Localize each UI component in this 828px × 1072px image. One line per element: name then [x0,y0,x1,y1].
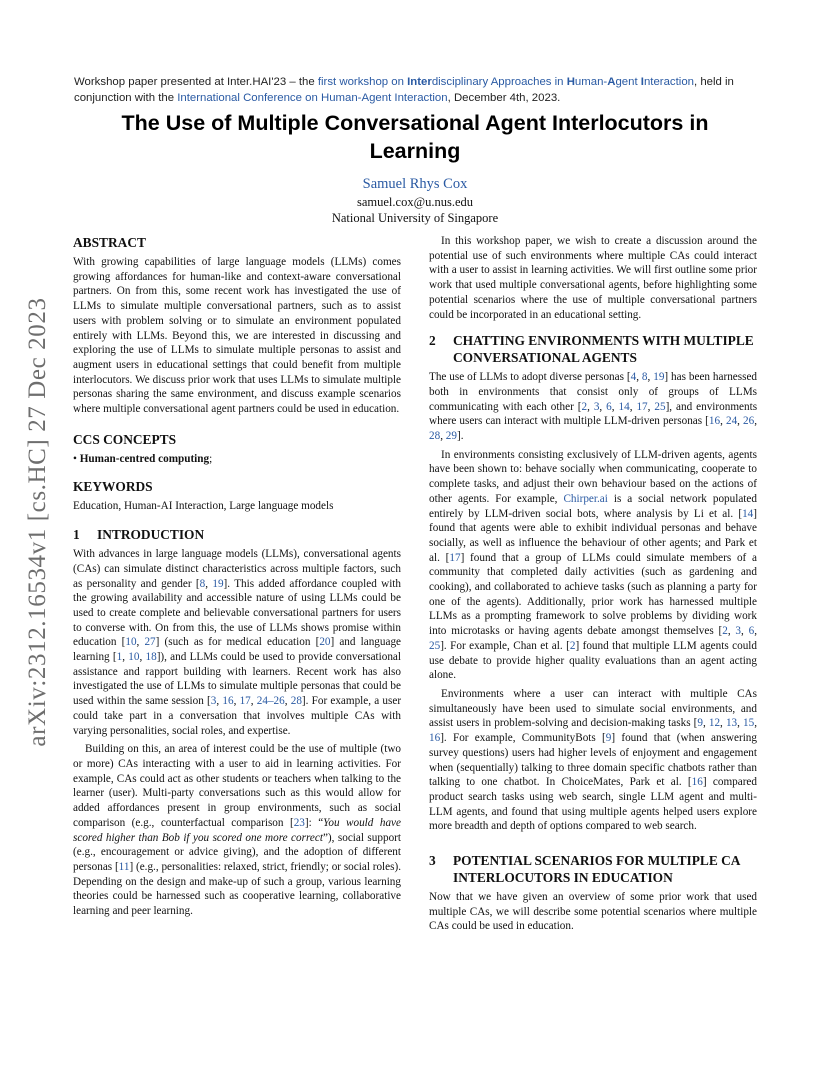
citation-9[interactable]: 9 [605,732,612,745]
example-quote: You would have scored higher than Bob if you scored one more correct [73,816,401,844]
citation-10[interactable]: 10 [125,636,137,649]
citation-16[interactable]: 16 [708,415,721,428]
workshop-notice: Workshop paper presented at Inter.HAI'23 – the first workshop on Interdisciplinary Approaches in Human-Agent Interaction, held in conjunction with the International Conference on Human-Agent Interaction, December 4th, 2023. [74,76,734,104]
citation-3[interactable]: 3 [593,400,600,413]
citation-16[interactable]: 16 [222,695,234,708]
section-1-heading: 1 INTRODUCTION [73,527,205,543]
citation-19[interactable]: 19 [653,371,665,384]
citation-2[interactable]: 2 [722,625,728,638]
author-block [74,174,756,226]
section-3-paragraph-1: Now that we have given an overview of some prior work that used multiple CAs, we will describe some potential scenarios where multiple CAs could be used in education. [429,891,757,933]
abstract-text: With growing capabilities of large language models (LLMs) comes growing affordances for human-like and context-aware conversational partners. On from this, some recent work has investigated the use of LLMs to simulate multiple conversational partners, such as to assist users with problem solving or to simulate an environment populated entirely with LLMs. Beyond this, we are interested in discussing and exploring the use of LLMs to simulate multiple personas to assist and augment users in educational settings that could benefit from multiple interlocutors. We discuss prior work that uses LLMs to simulate multiple personas sharing the same environment, and discuss example scenarios where multiple conversational agent partners could be used in education. [73,256,401,416]
citation-13[interactable]: 13 [725,717,738,730]
citation-29[interactable]: 29 [445,430,457,443]
citation-16[interactable]: 16 [691,776,703,789]
intro-paragraph-2: Building on this, an area of interest could be the use of multiple (two or more) CAs interacting with a user to aid in learning activities. For example, CAs could act as other students or teachers when talking to the learner (user). Multi-party conversations such as this would allow for added affordances present in group environments, such as social comparison (e.g., counterfactual comparison [23]: “You would have scored higher than Bob if you scored one more correct”), social support (e.g., encouragement or advice giving), and the adoption of different personas [11] (e.g., personalities: relaxed, strict, friendly; or social roles). Depending on the design and make-up of such a group, various learning theories could be harnessed such as cooperative learning, collaborative learning and peer learning. [73,743,401,918]
citation-27[interactable]: 27 [144,636,156,649]
paper-title: The Use of Multiple Conversational Agent Interlocutors in Learning [121,111,709,163]
keywords-heading: KEYWORDS [73,479,153,495]
citation-8[interactable]: 8 [641,371,648,384]
citation-11[interactable]: 11 [118,860,130,873]
citation-14[interactable]: 14 [618,400,630,413]
intro-paragraph-3: In this workshop paper, we wish to create a discussion around the potential use of such environments where multiple CAs could interact with a user to assist in learning activities. We will first outline some prior work that used multiple conversational agents, before highlighting some potential scenarios where the use of multiple conversational partners could be incorporated in an educational setting. [429,235,757,321]
author-affiliation: National University of Singapore [331,211,499,225]
chirper-link[interactable]: Chirper.ai [563,492,608,505]
citation-17[interactable]: 17 [449,551,461,564]
keywords-text: Education, Human-AI Interaction, Large language models [73,500,334,513]
citation-6[interactable]: 6 [606,400,612,413]
citation-16[interactable]: 16 [429,732,441,745]
section-2-paragraph-3: Environments where a user can interact with multiple CAs simultaneously have been used to simulate social environments, and assist users in problem-solving and decision-making tasks [9, 12, 13, 15, 16]. For example, CommunityBots [9] found that (when answering survey questions) users had higher levels of enjoyment and engagement when (sequentially) talking to three domain specific chatbots rather than talking to one chatbot. In ChoiceMates, Park et al. [16] compared product search tasks using web search, single LLM agent and multi-LLM agents, and found that using multiple agents helped users explore more breadth and depth of options compared to web search. [429,687,757,833]
section-3-heading: 3 POTENTIAL SCENARIOS FOR MULTIPLE CA INTERLOCUTORS IN EDUCATION [429,853,740,886]
citation-20[interactable]: 20 [319,636,331,649]
section-2-paragraph-1: The use of LLMs to adopt diverse personas [4, 8, 19] has been harnessed both in environments that consist only of groups of LLMs communicating with each other [2, 3, 6, 14, 17, 25], and environments where users can interact with multiple LLM-driven personas [16, 24, 26, 28, 29]. [429,371,758,443]
abstract-heading: ABSTRACT [73,235,146,250]
arxiv-identifier-text: arXiv:2312.16534v1 [cs.HC] 27 Dec 2023 [24,297,51,747]
intro-paragraph-1: With advances in large language models (LLMs), conversational agents (CAs) can simulate distinct characteristics across multiple factors, such as personality and gender [8, 19]. This added affordance coupled with the growing availability and accessible nature of using LLMs could be used to create complete and believable conversational partners for users to converse with. On from this, the use of LLMs shows promise within education [10, 27] (such as for medical education [20] and language learning [1, 10, 18]), and LLMs could be used to provide conversational assistance and rapport building with learners. Recent work has also investigated the use of LLMs to simulate multiple personas that could be used within the same session [3, 16, 17, 24–26, 28]. For example, a user could take part in a conversation that involves multiple CAs with varying personalities, social roles, and expertise. [73,548,402,737]
ccs-heading: CCS CONCEPTS [73,431,177,447]
right-column [429,234,757,938]
citation-1[interactable]: 1 [116,651,123,664]
citation-28[interactable]: 28 [429,430,441,443]
section-2-heading: 2 CHATTING ENVIRONMENTS WITH MULTIPLE CONVERSATIONAL AGENTS [429,333,754,366]
citation-14[interactable]: 14 [742,507,754,520]
left-column [73,234,401,923]
citation-18[interactable]: 18 [145,651,157,664]
ccs-concepts: • Human-centred computing; [73,452,213,465]
author-name[interactable]: Samuel Rhys Cox [362,176,468,192]
ccs-item: Human-centred computing [79,452,210,465]
citation-2[interactable]: 2 [569,639,576,652]
section-2-paragraph-2: In environments consisting exclusively of LLM-driven agents, agents have been shown to: behave socially when communicating, cooperate to complete tasks, and adjust their own behaviour based on the actions of other agents. For example, Chirper.ai is a social network populated entirely by LLM-driven social bots, where analysis by Li et al. [14] found that agents were able to exhibit individual personas and behave socially, as well as influence the behaviour of other agents; and Park et al. [17] found that a group of LLMs could simulate members of a community that completed daily activities (such as gardening and cooking), and collaborated to achieve tasks (such as planning a party for one of the agents). Additionally, prior work has harnessed multiple LLMs as a prompting framework to solve problems by dividing work into microtasks or having agents debate amongst themselves [2, 3, 6, 25]. For example, Chan et al. [2] found that multiple LLM agents could use debate to provide higher quality evaluations than an agent acting alone. [429,448,758,682]
citation-8[interactable]: 8 [199,577,206,590]
citation-3[interactable]: 3 [210,695,217,708]
citation-4[interactable]: 4 [630,371,637,384]
citation-23[interactable]: 23 [293,816,305,829]
citation-26[interactable]: 26 [743,415,755,428]
citation-28[interactable]: 28 [290,695,302,708]
citation-10[interactable]: 10 [128,651,140,664]
citation-12[interactable]: 12 [708,717,721,730]
citation-19[interactable]: 19 [212,577,224,590]
citation-15[interactable]: 15 [743,717,755,730]
citation-3[interactable]: 3 [735,625,742,638]
citation-2[interactable]: 2 [581,400,588,413]
workshop-link[interactable]: first workshop on Interdisciplinary Approaches in Human-Agent Interaction [317,76,694,88]
citation-25[interactable]: 25 [429,639,441,652]
conference-link[interactable]: International Conference on Human-Agent Interaction [177,92,448,104]
citation-17[interactable]: 17 [239,695,251,708]
citation-25[interactable]: 25 [654,400,666,413]
citation-24-26[interactable]: 24–26 [256,695,285,708]
author-email: samuel.cox@u.nus.edu [356,195,473,209]
citation-24[interactable]: 24 [725,415,738,428]
arxiv-identifier [22,284,54,760]
citation-17[interactable]: 17 [636,400,648,413]
citation-6[interactable]: 6 [748,625,755,638]
citation-9[interactable]: 9 [697,717,703,730]
